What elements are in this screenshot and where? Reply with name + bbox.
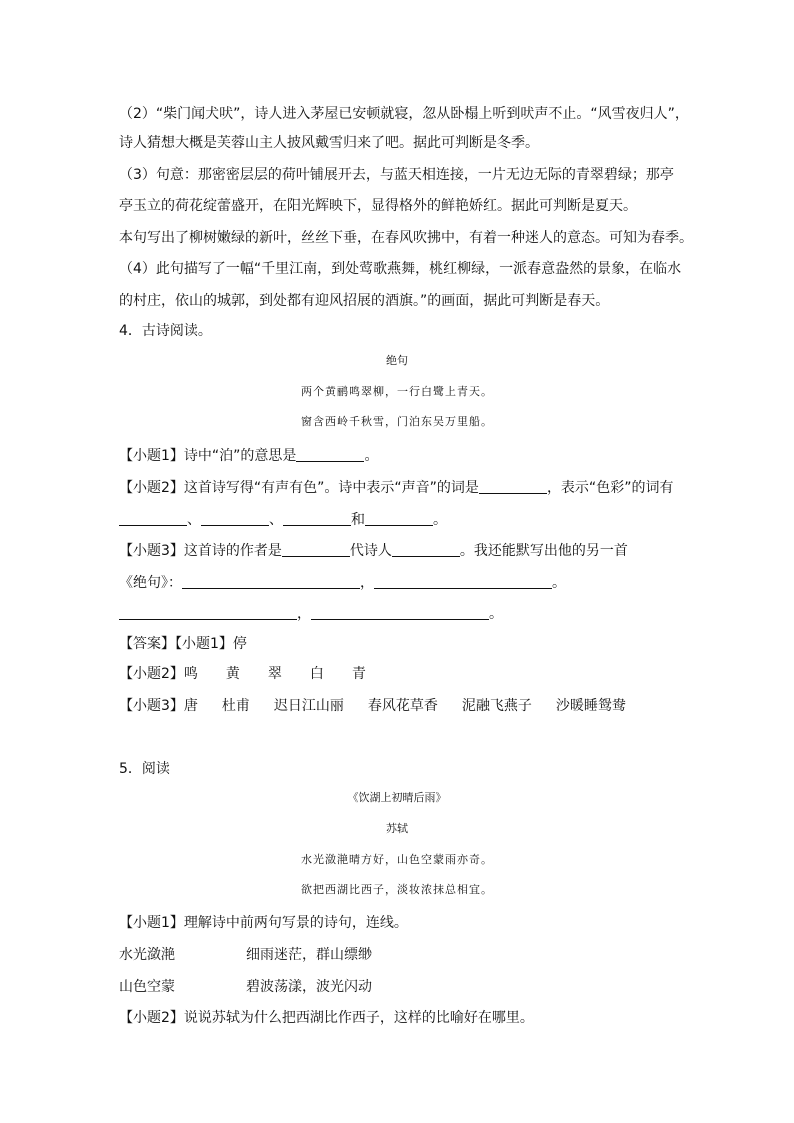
answer-line-2	[119, 664, 366, 684]
match-right-item[interactable]: 细雨迷茫，群山缥缈	[246, 947, 372, 963]
subquestion-2	[119, 478, 673, 498]
explanation-2-line1: （2）“柴门闻犬吠”，诗人进入茅屋已安顿就寝，忽从卧榻上听到吠声不止。“风雪夜归人”，	[119, 106, 689, 122]
answer-value: 停	[232, 636, 247, 652]
answer-tag: 【答案】	[119, 636, 175, 652]
punctuation: 、	[269, 512, 283, 528]
subquestion-3-line2	[119, 573, 566, 593]
subquestion-label: 【小题1】	[119, 915, 184, 931]
explanation-3-line1: （3）句意：那密密层层的荷叶铺展开去，与蓝天相连接，一片无边无际的青翠碧绿；那亭	[119, 167, 674, 183]
punctuation: 、	[187, 512, 201, 528]
poem-line: 水光潋滟晴方好，山色空蒙雨亦奇。	[301, 853, 493, 866]
subquestion-label: 【小题3】	[119, 543, 184, 559]
subquestion-2-blanks	[119, 510, 447, 530]
poem-line: 窗含西岭千秋雪，门泊东吴万里船。	[301, 415, 493, 428]
explanation-3-line3: 本句写出了柳树嫩绿的新叶，丝丝下垂，在春风吹拂中，有着一种迷人的意态。可知为春季。	[119, 230, 693, 246]
punctuation: 。	[489, 606, 503, 622]
answer-blank[interactable]	[201, 511, 269, 526]
answer-blank[interactable]	[119, 605, 297, 620]
question-text: 这首诗的作者是	[183, 543, 282, 559]
match-row	[119, 945, 519, 965]
subquestion-label: 【小题1】	[119, 448, 184, 464]
answer-value: 迟日江山丽	[273, 698, 344, 714]
question-text: 这首诗写得“有声有色”。诗中表示“声音”的词是	[183, 480, 479, 496]
question-text: ，表示“色彩”的词有	[546, 480, 674, 496]
answer-value: 青	[351, 666, 366, 682]
answer-blank[interactable]	[392, 542, 460, 557]
answer-line-3	[119, 696, 626, 716]
subquestion-1	[119, 913, 408, 933]
punctuation: 。	[433, 512, 447, 528]
punctuation: ，	[360, 575, 374, 591]
explanation-4-line1: （4）此句描写了一幅“千里江南，到处莺歌燕舞，桃红柳绿，一派春意盎然的景象，在临水	[119, 261, 682, 277]
subquestion-2	[119, 1008, 534, 1028]
subquestion-label: 【小题2】	[119, 480, 184, 496]
punctuation: 。	[364, 448, 379, 464]
question-text: 《绝句》：	[119, 575, 182, 591]
answer-value: 杜甫	[221, 698, 250, 714]
question-5-heading: 5．阅读	[119, 761, 170, 777]
explanation-4-line2: 的村庄，依山的城郭，到处都有迎风招展的酒旗。”的画面，据此可判断是春天。	[119, 293, 610, 309]
explanation-2-line2: 诗人猜想大概是芙蓉山主人披风戴雪归来了吧。据此可判断是冬季。	[119, 135, 539, 151]
subquestion-label: 【小题1】	[175, 636, 233, 652]
answer-value: 白	[309, 666, 324, 682]
subquestion-3-line3	[119, 604, 503, 624]
answer-value: 沙暖睡鸳鸯	[555, 698, 626, 714]
question-text: 说说苏轼为什么把西湖比作西子，这样的比喻好在哪里。	[183, 1010, 534, 1026]
answer-blank[interactable]	[119, 511, 187, 526]
explanation-3-line2: 亭玉立的荷花绽蕾盛开，在阳光辉映下，显得格外的鲜艳娇红。据此可判断是夏天。	[119, 198, 637, 214]
question-text: 诗中“泊”的意思是	[183, 448, 297, 464]
poem-line: 欲把西湖比西子，淡妆浓抹总相宜。	[301, 883, 493, 896]
subquestion-label: 【小题3】	[119, 698, 184, 714]
match-left-item[interactable]: 山色空蒙	[119, 979, 175, 995]
question-4-heading: 4．古诗阅读。	[119, 323, 212, 339]
poem-title: 绝句	[386, 354, 408, 367]
answer-value: 鸣	[183, 666, 198, 682]
subquestion-label: 【小题2】	[119, 1010, 184, 1026]
poem-line: 两个黄鹂鸣翠柳，一行白鹭上青天。	[301, 385, 493, 398]
answer-blank[interactable]	[283, 511, 351, 526]
question-text: 。我还能默写出他的另一首	[459, 543, 628, 559]
answer-blank[interactable]	[296, 447, 364, 462]
answer-blank[interactable]	[374, 574, 552, 589]
poem-author: 苏轼	[386, 822, 408, 835]
subquestion-label: 【小题2】	[119, 666, 184, 682]
match-row	[119, 977, 519, 997]
answer-blank[interactable]	[479, 479, 547, 494]
match-right-item[interactable]: 碧波荡漾，波光闪动	[246, 979, 372, 995]
punctuation: ，	[297, 606, 311, 622]
answer-line-1	[119, 634, 247, 654]
answer-blank[interactable]	[282, 542, 350, 557]
question-text: 代诗人	[349, 543, 392, 559]
answer-value: 黄	[225, 666, 240, 682]
answer-value: 唐	[183, 698, 198, 714]
answer-value: 泥融飞燕子	[461, 698, 532, 714]
punctuation: 。	[552, 575, 566, 591]
question-text: 理解诗中前两句写景的诗句，连线。	[183, 915, 408, 931]
answer-blank[interactable]	[365, 511, 433, 526]
subquestion-3	[119, 541, 628, 561]
answer-value: 春风花草香	[367, 698, 438, 714]
subquestion-1	[119, 446, 378, 466]
answer-blank[interactable]	[311, 605, 489, 620]
poem-title: 《饮湖上初晴后雨》	[347, 791, 447, 804]
answer-value: 翠	[267, 666, 282, 682]
answer-blank[interactable]	[182, 574, 360, 589]
match-left-item[interactable]: 水光潋滟	[119, 947, 175, 963]
conjunction: 和	[351, 512, 365, 528]
